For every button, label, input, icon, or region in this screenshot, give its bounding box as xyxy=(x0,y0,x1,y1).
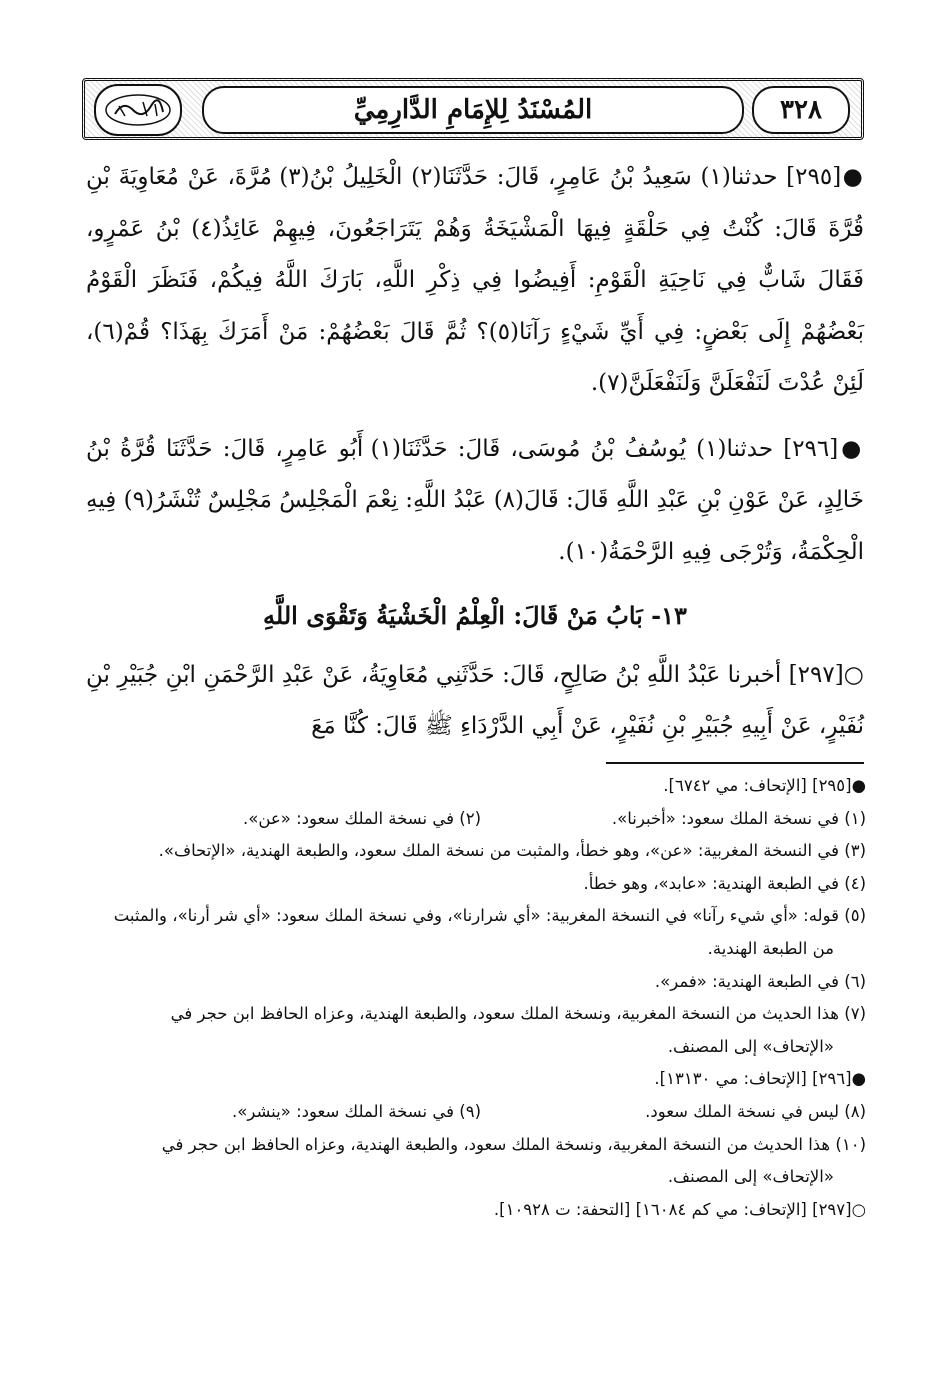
footnote-10-cont: «الإتحاف» إلى المصنف. xyxy=(667,1167,834,1187)
footnote-ref-296: ●[٢٩٦] [الإتحاف: مي ١٣١٣٠]. xyxy=(654,1069,866,1089)
main-text xyxy=(86,152,864,753)
hadith-295: ●[٢٩٥] حدثنا(١) سَعِيدُ بْنُ عَامِرٍ، قَالَ: حَدَّثَنَا(٢) الْخَلِيلُ بْنُ(٣) مُرَّةَ، عَنْ مُعَاوِيَةَ بْنِ قُرَّةَ قَالَ: كُنْتُ فِي حَلْقَةٍ فِيهَا الْمَشْيَخَةُ وَهُمْ يَتَرَاجَعُونَ، فِيهِمْ عَائِذُ(٤) بْنُ عَمْرٍو، فَقَالَ شَابٌّ فِي نَاحِيَةِ الْقَوْمِ: أَفِيضُوا فِي ذِكْرِ اللَّهِ، بَارَكَ اللَّهُ فِيكُمْ، فَنَظَرَ الْقَوْمُ بَعْضُهُمْ إِلَى بَعْضٍ: فِي أَيِّ شَيْءٍ رَآنَا(٥)؟ ثُمَّ قَالَ بَعْضُهُمْ: مَنْ أَمَرَكَ بِهَذَا؟ قُمْ(٦)، لَئِنْ عُدْتَ لَنَفْعَلَنَّ وَلَنَفْعَلَنَّ(٧). xyxy=(86,164,865,396)
footnote-pair-8-9 xyxy=(96,1096,866,1129)
page-header xyxy=(82,78,864,140)
footnote-3: (٣) في النسخة المغربية: «عن»، وهو خطأ، والمثبت من نسخة الملك سعود، والطبعة الهندية، «الإتحاف». xyxy=(158,841,866,861)
footnote-2: (٢) في نسخة الملك سعود: «عن». xyxy=(243,808,481,828)
chapter-heading: ١٣- بَابُ مَنْ قَالَ: الْعِلْمُ الْخَشْيَةُ وَتَقْوَى اللَّهِ xyxy=(263,601,687,630)
footnote-ref-295: ●[٢٩٥] [الإتحاف: مي ٦٧٤٢]. xyxy=(663,776,866,795)
footnote-6: (٦) في الطبعة الهندية: «فمر». xyxy=(654,971,866,991)
footnote-10: (١٠) هذا الحديث من النسخة المغربية، ونسخة الملك سعود، والطبعة الهندية، وعزاه الحافظ ابن حجر في xyxy=(161,1134,866,1154)
footnote-8: (٨) ليس في نسخة الملك سعود. xyxy=(645,1101,866,1121)
footnote-5: (٥) قوله: «أي شيء رآنا» في النسخة المغربية: «أي شرارنا»، وفي نسخة الملك سعود: «أي شر أرنا»، والمثبت xyxy=(113,906,866,926)
footnote-pair-1-2 xyxy=(96,803,866,836)
footnote-7-cont: «الإتحاف» إلى المصنف. xyxy=(667,1036,834,1056)
footnote-divider xyxy=(606,762,864,764)
footnote-ref-297: ○[٢٩٧] [الإتحاف: مي كم ١٦٠٨٤] [التحفة: ت ١٠٩٢٨]. xyxy=(493,1199,866,1219)
footnote-7: (٧) هذا الحديث من النسخة المغربية، ونسخة الملك سعود، والطبعة الهندية، وعزاه الحافظ ابن حجر في xyxy=(170,1004,866,1024)
footnote-1: (١) في نسخة الملك سعود: «أخبرنا». xyxy=(611,808,866,828)
header-seal-logo xyxy=(94,84,182,136)
footnotes xyxy=(96,770,866,1226)
footnote-4: (٤) في الطبعة الهندية: «عابد»، وهو خطأ. xyxy=(583,873,866,893)
seal-calligraphy-icon xyxy=(103,92,173,128)
page-number: ٣٢٨ xyxy=(752,86,850,134)
hadith-297: ○[٢٩٧] أخبرنا عَبْدُ اللَّهِ بْنُ صَالِحٍ، قَالَ: حَدَّثَنِي مُعَاوِيَةُ، عَنْ عَبْدِ الرَّحْمَنِ ابْنِ جُبَيْرِ بْنِ نُفَيْرٍ، عَنْ أَبِيهِ جُبَيْرِ بْنِ نُفَيْرٍ، عَنْ أَبِي الدَّرْدَاءِ ﷺ قَالَ: كُنَّا مَعَ xyxy=(86,661,865,739)
footnote-9: (٩) في نسخة الملك سعود: «ينشر». xyxy=(232,1101,481,1121)
footnote-5-cont: من الطبعة الهندية. xyxy=(707,938,834,958)
hadith-296: ●[٢٩٦] حدثنا(١) يُوسُفُ بْنُ مُوسَى، قَالَ: حَدَّثَنَا(١) أَبُو عَامِرٍ، قَالَ: حَدَّثَنَا قُرَّةُ بْنُ خَالِدٍ، عَنْ عَوْنِ بْنِ عَبْدِ اللَّهِ قَالَ: قَالَ(٨) عَبْدُ اللَّهِ: نِعْمَ الْمَجْلِسُ مَجْلِسٌ تُنْشَرُ(٩) فِيهِ الْحِكْمَةُ، وَتُرْجَى فِيهِ الرَّحْمَةُ(١٠). xyxy=(86,435,864,565)
book-title: المُسْنَدُ لِلإِمَامِ الدَّارِمِيِّ xyxy=(202,86,744,134)
